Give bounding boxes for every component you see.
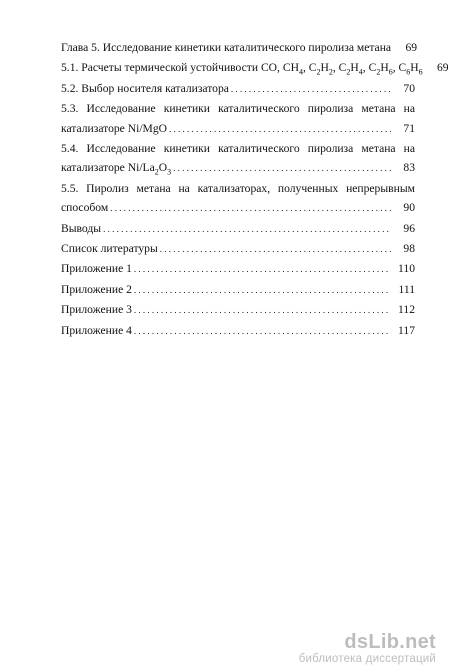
leader-dots <box>134 300 391 320</box>
leader-dots <box>160 239 391 259</box>
toc-entry-page: 98 <box>403 242 415 256</box>
leader-dots <box>103 219 391 239</box>
toc-entry-page: 117 <box>398 323 415 337</box>
toc-entry-page: 112 <box>398 303 415 317</box>
watermark-tagline: библиотека диссертаций <box>298 653 436 665</box>
toc-entry-page: 111 <box>398 282 415 296</box>
toc-entry-page: 69 <box>405 41 418 54</box>
toc-entry-page: 110 <box>398 262 415 276</box>
leader-dots <box>134 321 391 341</box>
toc-entry-page: 83 <box>403 161 415 175</box>
toc-entry-appendix-1[interactable] <box>61 259 415 279</box>
toc-entry-page: 70 <box>403 81 415 95</box>
toc-entry-appendix-3[interactable] <box>61 300 415 320</box>
toc-entry-title-line-2: способом <box>61 201 109 215</box>
leader-dots <box>173 158 391 178</box>
toc-entry-title: Приложение 3 <box>61 303 132 317</box>
table-of-contents <box>61 38 449 341</box>
toc-entry-title: 5.2. Выбор носителя катализатора <box>61 81 229 95</box>
toc-entry-appendix-4[interactable] <box>61 321 415 341</box>
toc-entry-references[interactable] <box>61 239 415 259</box>
toc-entry-5-2[interactable] <box>61 79 415 99</box>
leader-dots <box>134 259 391 279</box>
toc-entry-page: 90 <box>403 201 415 215</box>
toc-entry-5-1[interactable] <box>61 58 449 78</box>
toc-entry-title: Список литературы <box>61 242 158 256</box>
toc-entry-title: 5.1. Расчеты термической устойчивости CO, $CH_4$, $C_2H_2$, $C_2H_4$, $C_2H_6$, $C_6H_6$ <box>61 61 423 77</box>
toc-entry-page: 96 <box>403 221 415 235</box>
toc-entry-title-line-2: катализаторе Ni/MgO <box>61 121 168 135</box>
watermark-logo: dsLib.net <box>344 631 436 653</box>
toc-entry-appendix-2[interactable] <box>61 280 415 300</box>
toc-entry-page: 71 <box>403 121 415 135</box>
toc-entry-5-4[interactable] <box>61 139 415 179</box>
toc-entry-title: Приложение 4 <box>61 323 132 337</box>
toc-entry-title: Приложение 2 <box>61 282 132 296</box>
toc-entry-page: 69 <box>437 61 449 75</box>
watermark <box>299 632 436 666</box>
toc-entry-title-line-1: 5.3. Исследование кинетики каталитического пиролиза метана на <box>61 102 415 116</box>
toc-entry-title-line-1: 5.4. Исследование кинетики каталитического пиролиза метана на <box>61 142 415 156</box>
toc-entry-conclusions[interactable] <box>61 219 415 239</box>
toc-entry-5-5[interactable] <box>61 179 415 219</box>
toc-entry-title: Глава 5. Исследование кинетики каталитического пиролиза метана <box>61 41 392 54</box>
toc-entry-title-line-2: катализаторе $Ni/La_2O_3$ <box>61 161 172 177</box>
toc-entry-title-line-1: 5.5. Пиролиз метана на катализаторах, полученных непрерывным <box>61 181 415 195</box>
leader-dots <box>110 198 391 218</box>
toc-entry-5-3[interactable] <box>61 99 415 139</box>
toc-entry-chapter-5[interactable] <box>61 38 418 58</box>
leader-dots <box>231 79 391 99</box>
leader-dots <box>134 280 391 300</box>
leader-dots <box>169 119 391 139</box>
toc-entry-title: Приложение 1 <box>61 262 132 276</box>
toc-entry-title: Выводы <box>61 221 102 235</box>
